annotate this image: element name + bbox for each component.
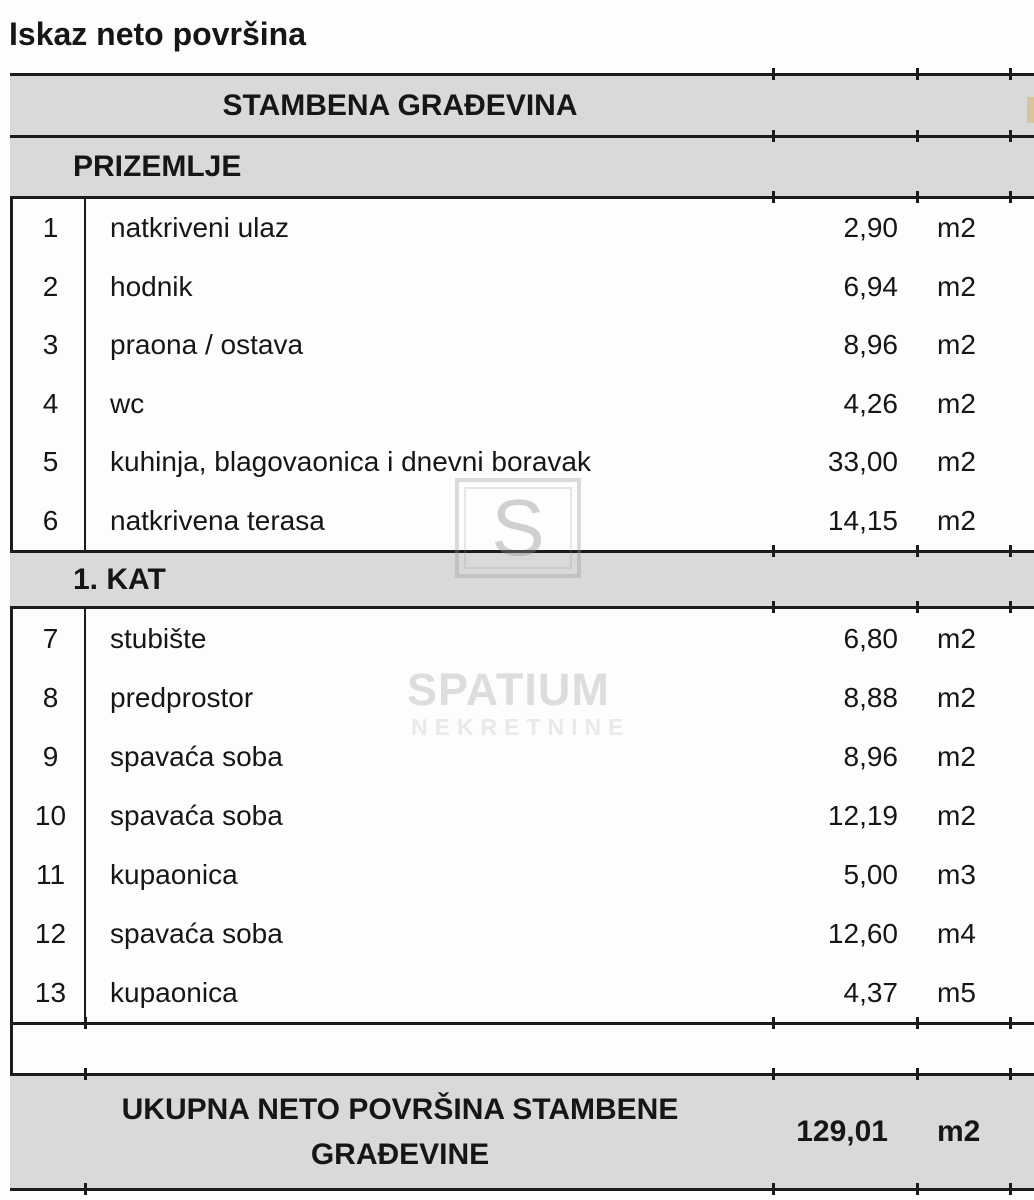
area-unit: m2 bbox=[937, 799, 976, 831]
row-number: 12 bbox=[34, 917, 67, 949]
area-unit: m2 bbox=[937, 504, 976, 536]
room-name: kupaonica bbox=[110, 976, 238, 1008]
page-title: Iskaz neto površina bbox=[9, 16, 306, 52]
area-unit: m2 bbox=[937, 387, 976, 419]
room-name: kuhinja, blagovaonica i dnevni boravak bbox=[110, 446, 591, 478]
room-name: spavaća soba bbox=[110, 740, 283, 772]
area-value: 8,96 bbox=[843, 329, 898, 361]
area-value: 33,00 bbox=[827, 446, 898, 478]
gridline-tick bbox=[1009, 601, 1012, 613]
room-name: spavaća soba bbox=[110, 799, 283, 831]
watermark-logo bbox=[455, 478, 581, 578]
gridline-tick bbox=[916, 1183, 919, 1195]
table-row bbox=[13, 904, 1010, 963]
gridline-tick bbox=[84, 1068, 87, 1080]
area-unit: m2 bbox=[937, 270, 976, 302]
area-value: 2,90 bbox=[843, 212, 898, 244]
area-unit: m5 bbox=[937, 976, 976, 1008]
gridline-tick bbox=[1009, 191, 1012, 203]
gridline-tick bbox=[772, 1017, 775, 1029]
gridline-tick bbox=[1009, 1183, 1012, 1195]
section-label: 1. KAT bbox=[73, 562, 166, 596]
total-label: UKUPNA NETO POVRŠINA STAMBENE GRAĐEVINE bbox=[121, 1093, 679, 1171]
building-header: STAMBENA GRAĐEVINA bbox=[222, 89, 578, 122]
area-value: 8,96 bbox=[843, 740, 898, 772]
room-name: kupaonica bbox=[110, 858, 238, 890]
grid-line bbox=[10, 1022, 1034, 1025]
room-name: natkrivena terasa bbox=[110, 504, 325, 536]
gridline-tick bbox=[772, 68, 775, 80]
watermark-logo-letter: S bbox=[491, 483, 545, 572]
gridline-tick bbox=[1009, 68, 1012, 80]
gridline-tick bbox=[916, 68, 919, 80]
row-number: 7 bbox=[42, 622, 59, 654]
room-name: praona / ostava bbox=[110, 329, 304, 361]
area-unit: m4 bbox=[937, 917, 976, 949]
area-value: 8,88 bbox=[843, 681, 898, 713]
total-row bbox=[10, 1076, 1034, 1188]
gridline-tick bbox=[916, 545, 919, 557]
gridline-tick bbox=[916, 601, 919, 613]
gridline-tick bbox=[1009, 1017, 1012, 1029]
gridline-tick bbox=[772, 130, 775, 142]
row-number: 13 bbox=[34, 976, 67, 1008]
total-unit: m2 bbox=[937, 1115, 981, 1148]
gridline-tick bbox=[1009, 1068, 1012, 1080]
gridline-tick bbox=[772, 1068, 775, 1080]
gridline-tick bbox=[772, 1183, 775, 1195]
table-row bbox=[13, 963, 1010, 1022]
gridline-tick bbox=[84, 1017, 87, 1029]
area-value: 4,26 bbox=[843, 387, 898, 419]
section-header-prizemlje bbox=[10, 138, 1034, 196]
gridline-tick bbox=[1009, 130, 1012, 142]
area-unit: m2 bbox=[937, 740, 976, 772]
table-row bbox=[13, 786, 1010, 845]
row-number: 1 bbox=[42, 212, 59, 244]
area-unit: m2 bbox=[937, 446, 976, 478]
area-value: 6,80 bbox=[843, 622, 898, 654]
table-row bbox=[13, 258, 1010, 317]
area-value: 4,37 bbox=[843, 976, 898, 1008]
row-number: 8 bbox=[42, 681, 59, 713]
total-value: 129,01 bbox=[796, 1115, 888, 1148]
gridline-tick bbox=[1009, 545, 1012, 557]
row-number: 6 bbox=[42, 504, 59, 536]
clipped-neighbor-cell bbox=[1027, 97, 1034, 123]
table-row bbox=[13, 199, 1010, 258]
gridline-tick bbox=[916, 130, 919, 142]
room-name: wc bbox=[110, 387, 145, 419]
row-number: 2 bbox=[42, 270, 59, 302]
area-unit: m2 bbox=[937, 329, 976, 361]
watermark-logo-frame bbox=[464, 483, 572, 572]
gridline-tick bbox=[772, 601, 775, 613]
row-number: 4 bbox=[42, 387, 59, 419]
watermark-tagline-text: NEKRETNINE bbox=[411, 714, 631, 740]
area-unit: m3 bbox=[937, 858, 976, 890]
area-unit: m2 bbox=[937, 212, 976, 244]
gridline-tick bbox=[916, 1017, 919, 1029]
row-number: 9 bbox=[42, 740, 59, 772]
area-value: 6,94 bbox=[843, 270, 898, 302]
table-row bbox=[13, 316, 1010, 375]
room-name: stubište bbox=[110, 622, 207, 654]
row-number: 11 bbox=[35, 858, 66, 890]
table-row bbox=[13, 609, 1010, 668]
room-name: predprostor bbox=[110, 681, 254, 713]
grid-line bbox=[10, 1188, 1034, 1191]
gridline-tick bbox=[84, 1183, 87, 1195]
gridline-tick bbox=[772, 545, 775, 557]
row-number: 3 bbox=[42, 329, 59, 361]
area-value: 12,19 bbox=[827, 799, 898, 831]
watermark-brand-text: SPATIUM bbox=[407, 664, 610, 715]
area-value: 14,15 bbox=[827, 504, 898, 536]
area-unit: m2 bbox=[937, 681, 976, 713]
section-label: PRIZEMLJE bbox=[73, 150, 242, 183]
room-name: spavaća soba bbox=[110, 917, 283, 949]
room-name: hodnik bbox=[110, 270, 193, 302]
gridline-tick bbox=[772, 191, 775, 203]
table-header-band bbox=[10, 76, 1034, 135]
row-number: 10 bbox=[34, 799, 67, 831]
row-number: 5 bbox=[42, 446, 59, 478]
room-name: natkriveni ulaz bbox=[110, 212, 289, 244]
table-row bbox=[13, 375, 1010, 434]
gridline-tick bbox=[916, 1068, 919, 1080]
table-row bbox=[13, 845, 1010, 904]
gridline-tick bbox=[916, 191, 919, 203]
area-value: 12,60 bbox=[827, 917, 898, 949]
area-unit: m2 bbox=[937, 622, 976, 654]
area-value: 5,00 bbox=[843, 858, 898, 890]
